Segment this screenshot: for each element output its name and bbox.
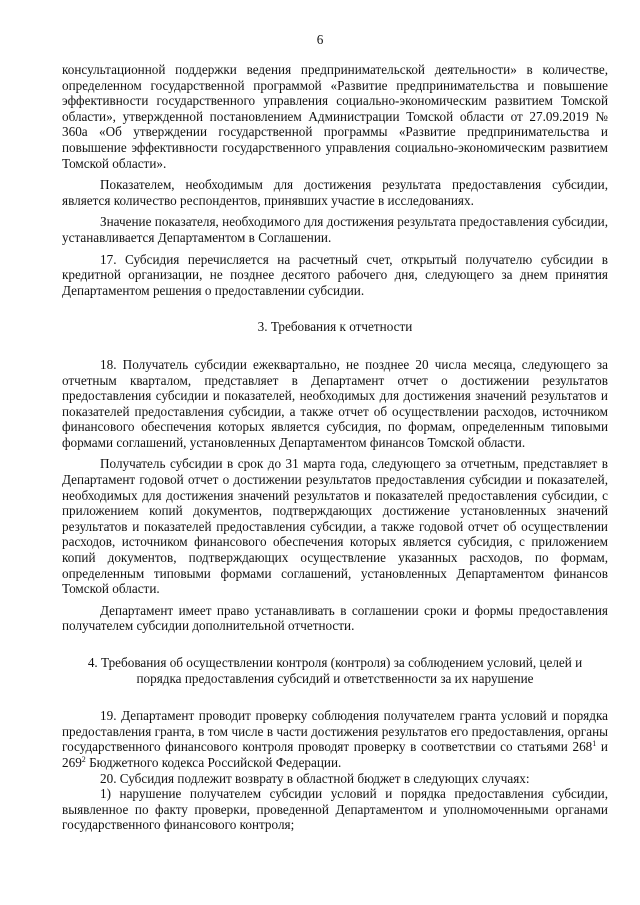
paragraph-18-annual-report: Получатель субсидии в срок до 31 марта года, следующего за отчетным, представляет в Департамент годовой отчет о достижении результатов предоставления субсидии и показателей, необходимых для достижения значений результатов и показателей предоставления субсидии, с приложением копий документов, подтверждающих достижение установленных значений результатов и показателей предоставления субсидии, а также годовой отчет об осуществлении расходов, источником финансового обеспечения которых является субсидия, с приложением копий документов, подтверждающих осуществление указанных расходов, по формам, определенным типовыми формами соглашений, установленных Департаментом финансов Томской области.	[62, 456, 608, 597]
paragraph-19	[62, 708, 608, 770]
paragraph-indicator-value: Значение показателя, необходимого для достижения результата предоставления субсидии, устанавливается Департаментом в Соглашении.	[62, 214, 608, 245]
paragraph-19-text-end: Бюджетного кодекса Российской Федерации.	[85, 754, 342, 770]
footnote-superscript-1: 1	[592, 739, 597, 749]
paragraph-17: 17. Субсидия перечисляется на расчетный счет, открытый получателю субсидии в кредитной организации, не позднее десятого рабочего дня, следующего за днем принятия Департаментом решения о предоставлении субсидии.	[62, 251, 608, 298]
document-body	[62, 62, 608, 833]
paragraph-20-item-1: 1) нарушение получателем субсидии условий и порядка предоставления субсидии, выявленное по факту проверки, проведенной Департаментом и уполномоченными органами государственного финансового контроля;	[62, 786, 608, 833]
section-3-heading: 3. Требования к отчетности	[257, 319, 413, 335]
section-4-heading: 4. Требования об осуществлении контроля (контроля) за соблюдением условий, целей и порядка предоставления субсидий и ответственности за их нарушение	[87, 655, 583, 686]
paragraph-20: 20. Субсидия подлежит возврату в областной бюджет в следующих случаях:	[100, 770, 530, 786]
footnote-superscript-2: 2	[81, 754, 86, 764]
paragraph-19-text-start: 19. Департамент проводит проверку соблюдения получателем гранта условий и порядка предоставления гранта, в том числе в части достижения результатов его предоставления, органы государственного финансового контроля проводят проверку в соответствии со статьями 268	[62, 708, 608, 755]
paragraph-intro-continuation: консультационной поддержки ведения предпринимательской деятельности» в количестве, определенном государственной программой «Развитие предпринимательства и повышение эффективности государственного управления социально-экономическим развитием Томской области», утвержденной постановлением Администрации Томской области от 27.09.2019 № 360а «Об утверждении государственной программы «Развитие предпринимательства и повышение эффективности государственного управления социально-экономическим развитием Томской области».	[62, 62, 608, 171]
paragraph-18-department-right: Департамент имеет право устанавливать в соглашении сроки и формы предоставления получателем субсидии дополнительной отчетности.	[62, 602, 608, 634]
paragraph-indicator: Показателем, необходимым для достижения результата предоставления субсидии, является количество респондентов, принявших участие в исследованиях.	[62, 177, 608, 208]
paragraph-18: 18. Получатель субсидии ежеквартально, не позднее 20 числа месяца, следующего за отчетным кварталом, представляет в Департамент отчет о достижении результатов предоставления субсидии и показателей, необходимых для достижения значений результатов и показателей предоставления субсидии, а также отчет об осуществлении расходов, источником финансового обеспечения которых является субсидия, по формам, определенным типовыми формами соглашений, установленных Департаментом финансов Томской области.	[62, 356, 608, 450]
page-number: 6	[316, 32, 324, 47]
paragraph-19-text-middle: и 269	[62, 739, 608, 770]
